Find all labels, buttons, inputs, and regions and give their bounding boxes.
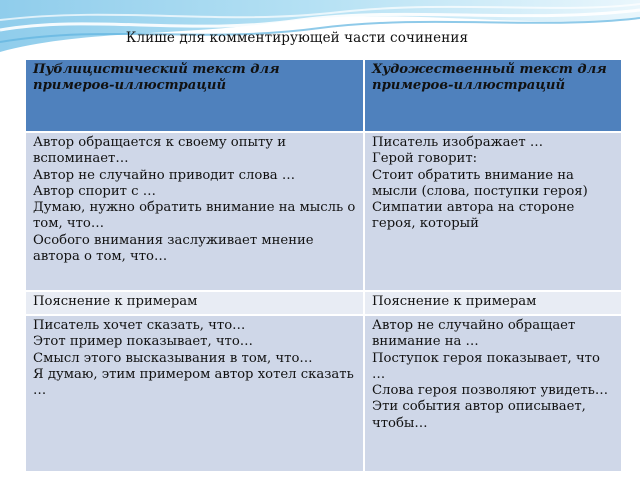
slide-title: Клише для комментирующей части сочинения (125, 30, 469, 46)
journalistic-example-phrases (25, 132, 364, 291)
phrase: Думаю, нужно обратить внимание на мысль о том, что… (33, 200, 356, 232)
phrase: Герой говорит: (372, 151, 478, 167)
cliche-table (24, 58, 623, 473)
fiction-explanation-phrases (364, 315, 622, 472)
header-fiction-text: Художественный текст для примеров-иллюстраций (364, 59, 622, 132)
phrase: Особого внимания заслуживает мнение автора о том, что… (33, 232, 314, 265)
phrase: Автор не случайно обращает внимание на … (372, 318, 576, 350)
phrase: Писатель хочет сказать, что… (33, 318, 246, 333)
header-journalistic-text: Публицистический текст для примеров-иллюстраций (25, 59, 364, 132)
phrase: Писатель изображает … (372, 135, 544, 150)
phrase: Поступок героя показывает, что … (372, 350, 600, 382)
explanation-label-left: Пояснение к примерам (25, 291, 364, 315)
phrase: Этот пример показывает, что… (33, 334, 253, 350)
fiction-example-phrases (364, 132, 622, 291)
explanation-label-right: Пояснение к примерам (364, 291, 622, 315)
table-row-examples (25, 132, 622, 291)
phrase: Автор не случайно приводит слова … (33, 167, 296, 183)
journalistic-explanation-phrases (25, 315, 364, 472)
phrase: Эти события автор описывает, чтобы… (372, 399, 586, 431)
table-row-explanation-label (25, 291, 622, 315)
table-header-row (25, 59, 622, 132)
phrase: Автор обращается к своему опыту и вспоминает… (33, 135, 287, 167)
phrase: Симпатии автора на стороне героя, который (372, 200, 575, 232)
phrase: Слова героя позволяют увидеть… (372, 383, 609, 399)
phrase: Автор спорит с … (33, 183, 156, 199)
phrase: Стоит обратить внимание на мысли (слова, поступки героя) (372, 167, 588, 199)
table-row-explanations (25, 315, 622, 472)
phrase: Я думаю, этим примером автор хотел сказать … (33, 366, 354, 399)
phrase: Смысл этого высказывания в том, что… (33, 350, 313, 366)
